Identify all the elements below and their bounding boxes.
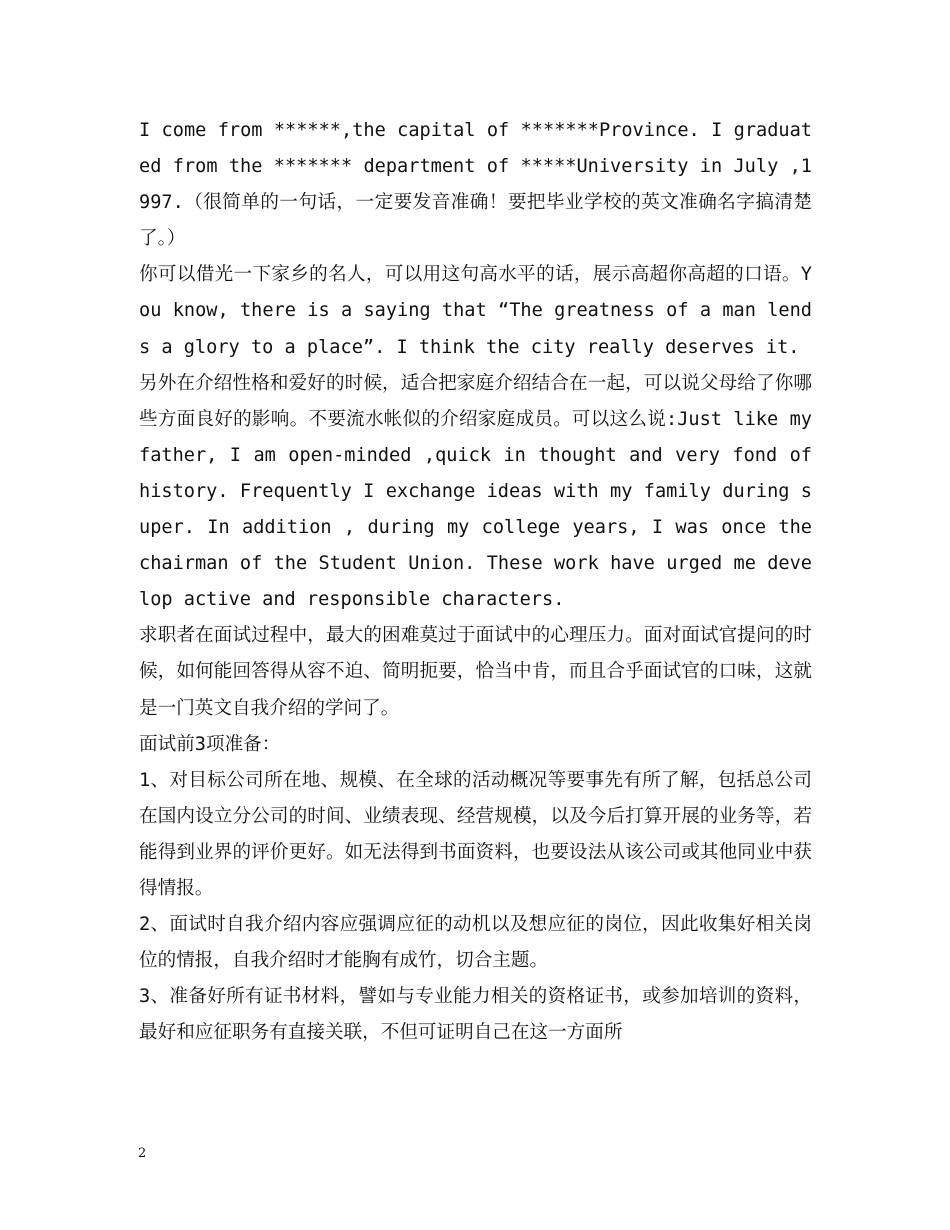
paragraph-family-character: 另外在介绍性格和爱好的时候，适合把家庭介绍结合在一起，可以说父母给了你哪些方面良好的影响。不要流水帐似的介绍家庭成员。可以这么说:Just like my father, I am open-minded ,quick in thought and very fond of history. Frequently I exchange ideas with my family during super. In addition , during my college years, I was once the chairman of the Student Union. These work have urged me develop active and responsible characters. [139, 372, 812, 611]
document-body [139, 113, 812, 1051]
page-number: 2 [138, 1146, 147, 1161]
paragraph-preparation-item-2: 2、面试时自我介绍内容应强调应征的动机以及想应征的岗位，因此收集好相关岗位的情报，自我介绍时才能胸有成竹，切合主题。 [139, 914, 812, 972]
paragraph-preparation-item-3: 3、准备好所有证书材料，譬如与专业能力相关的资格证书，或参加培训的资料，最好和应征职务有直接关联，不但可证明自己在这一方面所 [139, 986, 812, 1044]
paragraph-interview-pressure: 求职者在面试过程中，最大的困难莫过于面试中的心理压力。面对面试官提问的时候，如何能回答得从容不迫、简明扼要，恰当中肯，而且合乎面试官的口味，这就是一门英文自我介绍的学问了。 [139, 625, 812, 719]
paragraph-intro: I come from ******,the capital of *******Province. I graduated from the ******* department of *****University in July ,1997.（很简单的一句话，一定要发音准确！要把毕业学校的英文准确名字搞清楚了。） [139, 120, 812, 250]
paragraph-preparation-item-1: 1、对目标公司所在地、规模、在全球的活动概况等要事先有所了解，包括总公司在国内设立分公司的时间、业绩表现、经营规模，以及今后打算开展的业务等，若能得到业界的评价更好。如无法得到书面资料，也要设法从该公司或其他同业中获得情报。 [139, 769, 812, 899]
paragraph-preparation-heading: 面试前3项准备： [139, 733, 281, 755]
paragraph-hometown-quote: 你可以借光一下家乡的名人，可以用这句高水平的话，展示高超你高超的口语。You know, there is a saying that “The greatness of a man lends a glory to a place”. I think the city really deserves it. [139, 264, 812, 358]
